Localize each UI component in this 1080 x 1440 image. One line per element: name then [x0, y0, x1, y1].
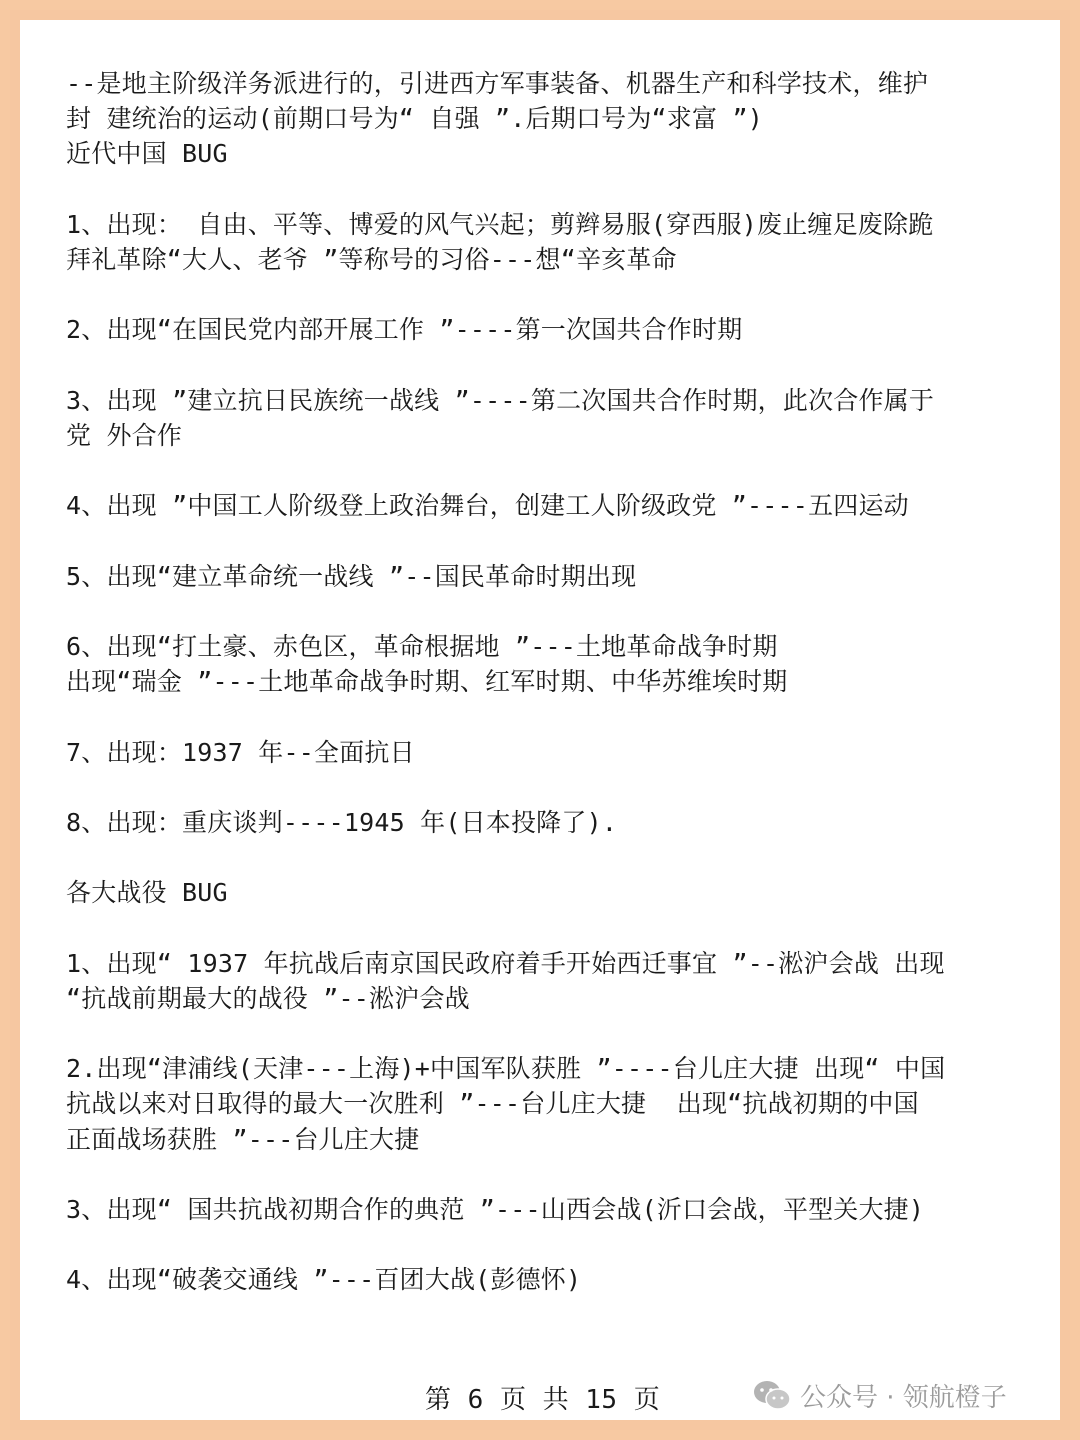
text-line: 7、出现：1937 年--全面抗日	[66, 737, 415, 767]
text-line: 2、出现“在国民党内部开展工作 ”----第一次国共合作时期	[66, 315, 743, 345]
blank-line	[66, 1016, 1011, 1051]
page-indicator: 第 6 页 共 15 页	[425, 1385, 661, 1415]
blank-line	[66, 453, 1011, 488]
blank-line	[66, 1227, 1011, 1262]
blank-line	[66, 348, 1011, 383]
blank-line	[66, 840, 1011, 875]
wechat-icon	[752, 1379, 792, 1413]
text-line: 1、出现： 自由、平等、博爱的风气兴起；剪辫易服(穿西服)废止缠足废除跪	[66, 209, 934, 239]
text-line: 各大战役 BUG	[66, 878, 228, 908]
page-footer	[0, 1375, 1080, 1419]
text-line: 4、出现 ”中国工人阶级登上政治舞台，创建工人阶级政党 ”----五四运动	[66, 491, 909, 521]
text-line: 5、出现“建立革命统一战线 ”--国民革命时期出现	[66, 561, 637, 591]
text-line: 党 外合作	[66, 420, 183, 450]
document-body	[66, 66, 1011, 1298]
text-line: 4、出现“破袭交通线 ”---百团大战(彭德怀)	[66, 1265, 582, 1295]
blank-line	[66, 770, 1011, 805]
text-line: 抗战以来对日取得的最大一次胜利 ”---台儿庄大捷 出现“抗战初期的中国	[66, 1089, 919, 1119]
blank-line	[66, 911, 1011, 946]
text-line: 拜礼革除“大人、老爷 ”等称号的习俗---想“辛亥革命	[66, 244, 677, 274]
text-line: “抗战前期最大的战役 ”--淞沪会战	[66, 983, 470, 1013]
blank-line	[66, 1157, 1011, 1192]
blank-line	[66, 277, 1011, 312]
blank-line	[66, 172, 1011, 207]
text-line: --是地主阶级洋务派进行的，引进西方军事装备、机器生产和科学技术，维护	[66, 69, 929, 98]
blank-line	[66, 594, 1011, 629]
text-line: 3、出现“ 国共抗战初期合作的典范 ”---山西会战(沂口会战，平型关大捷)	[66, 1195, 925, 1224]
blank-line	[66, 699, 1011, 734]
text-line: 1、出现“ 1937 年抗战后南京国民政府着手开始西迁事宜 ”--淞沪会战 出现	[66, 948, 945, 978]
watermark	[752, 1377, 1007, 1414]
text-line: 8、出现：重庆谈判----1945 年(日本投降了).	[66, 807, 618, 837]
text-line: 正面战场获胜 ”---台儿庄大捷	[66, 1124, 420, 1154]
watermark-text: 公众号 · 领航橙子	[800, 1383, 1007, 1413]
text-line: 3、出现 ”建立抗日民族统一战线 ”----第二次国共合作时期，此次合作属于	[66, 385, 935, 415]
text-line: 近代中国 BUG	[66, 139, 228, 169]
text-line: 出现“瑞金 ”---土地革命战争时期、红军时期、中华苏维埃时期	[66, 667, 788, 697]
text-line: 封 建统治的运动(前期口号为“ 自强 ”.后期口号为“求富 ”)	[66, 104, 763, 134]
text-line: 6、出现“打土豪、赤色区，革命根据地 ”---土地革命战争时期	[66, 632, 778, 661]
text-line: 2.出现“津浦线(天津---上海)+中国军队获胜 ”----台儿庄大捷 出现“ 中国	[66, 1054, 946, 1084]
blank-line	[66, 523, 1011, 558]
